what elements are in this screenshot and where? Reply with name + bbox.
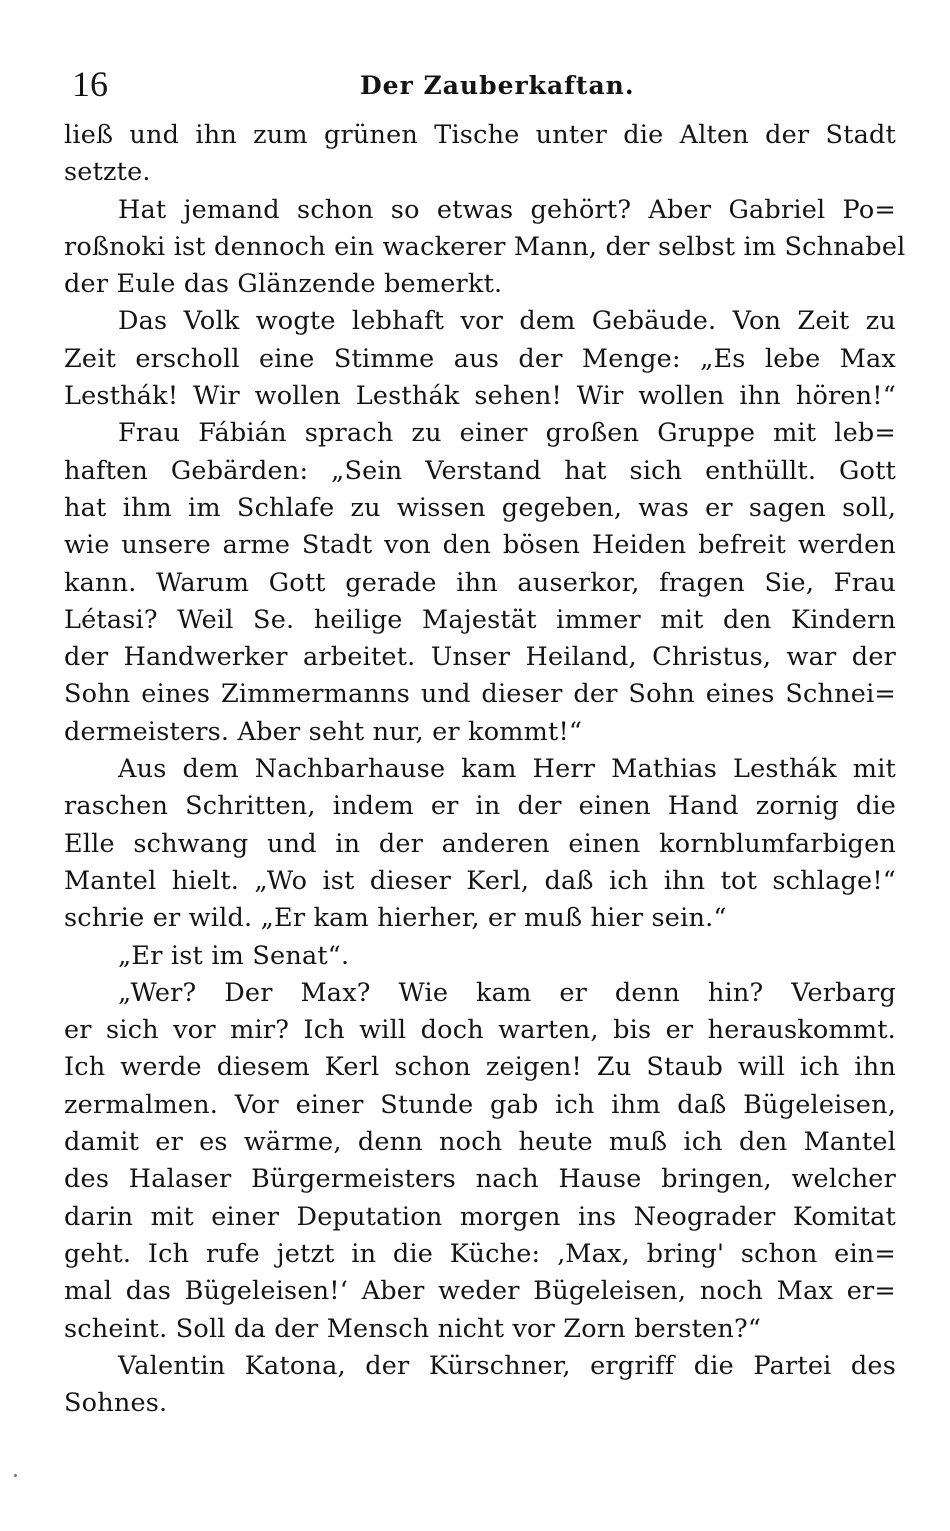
text-line: Ich werde diesem Kerl schon zeigen! Zu Staub will ich ihn xyxy=(64,1052,896,1083)
text-line: Hat jemand schon so etwas gehört? Aber Gabriel Po= xyxy=(118,194,896,225)
text-line: haften Gebärden: „Sein Verstand hat sich enthüllt. Gott xyxy=(64,455,896,486)
body-text xyxy=(64,117,906,1422)
text-line: Valentin Katona, der Kürschner, ergriff die Partei des xyxy=(118,1350,896,1381)
text-line: Zeit erscholl eine Stimme aus der Menge: „Es lebe Max xyxy=(64,343,896,374)
running-head: Der Zauberkaftan. xyxy=(360,71,635,100)
text-line: damit er es wärme, denn noch heute muß ich den Mantel xyxy=(64,1127,896,1158)
text-line: raschen Schritten, indem er in der einen Hand zornig die xyxy=(64,791,896,822)
text-line: Elle schwang und in der anderen einen kornblumfarbigen xyxy=(64,828,896,859)
page-number: 16 xyxy=(72,64,108,104)
text-line: zermalmen. Vor einer Stunde gab ich ihm daß Bügeleisen, xyxy=(64,1089,896,1120)
text-line: scheint. Soll da der Mensch nicht vor Zorn bersten?“ xyxy=(64,1313,762,1344)
text-line: „Wer? Der Max? Wie kam er denn hin? Verbarg xyxy=(118,977,896,1008)
text-line: dermeisters. Aber seht nur, er kommt!“ xyxy=(64,716,583,747)
text-line: Frau Fábián sprach zu einer großen Gruppe mit leb= xyxy=(118,418,896,449)
text-line: schrie er wild. „Er kam hierher, er muß hier sein.“ xyxy=(64,903,727,934)
text-line: Aus dem Nachbarhause kam Herr Mathias Lesthák mit xyxy=(118,754,896,785)
text-line: mal das Bügeleisen!‘ Aber weder Bügeleisen, noch Max er= xyxy=(64,1276,896,1307)
text-line: „Er ist im Senat“. xyxy=(118,940,350,971)
text-line: Sohn eines Zimmermanns und dieser der Sohn eines Schnei= xyxy=(64,679,896,710)
text-line: wie unsere arme Stadt von den bösen Heiden befreit werden xyxy=(64,530,896,561)
paper-speck xyxy=(14,1474,17,1477)
text-line: der Handwerker arbeitet. Unser Heiland, Christus, war der xyxy=(64,642,896,673)
text-line: setzte. xyxy=(64,157,151,188)
text-line: darin mit einer Deputation morgen ins Neograder Komitat xyxy=(64,1201,896,1232)
text-line: Mantel hielt. „Wo ist dieser Kerl, daß ich ihn tot schlage!“ xyxy=(64,865,896,896)
text-line: kann. Warum Gott gerade ihn auserkor, fragen Sie, Frau xyxy=(64,567,896,598)
text-line: der Eule das Glänzende bemerkt. xyxy=(64,269,503,300)
text-line: Lesthák! Wir wollen Lesthák sehen! Wir wollen ihn hören!“ xyxy=(64,381,896,412)
text-line: geht. Ich rufe jetzt in die Küche: ‚Max, bring' schon ein= xyxy=(64,1238,896,1269)
text-line: er sich vor mir? Ich will doch warten, bis er herauskommt. xyxy=(64,1015,896,1046)
text-line: Das Volk wogte lebhaft vor dem Gebäude. Von Zeit zu xyxy=(118,306,896,337)
text-line: Sohnes. xyxy=(64,1388,168,1419)
text-line: hat ihm im Schlafe zu wissen gegeben, was er sagen soll, xyxy=(64,492,896,523)
text-line: roßnoki ist dennoch ein wackerer Mann, der selbst im Schnabel xyxy=(64,231,906,262)
text-line: des Halaser Bürgermeisters nach Hause bringen, welcher xyxy=(64,1164,896,1195)
text-line: ließ und ihn zum grünen Tische unter die Alten der Stadt xyxy=(64,120,896,150)
text-line: Létasi? Weil Se. heilige Majestät immer mit den Kindern xyxy=(64,604,896,635)
